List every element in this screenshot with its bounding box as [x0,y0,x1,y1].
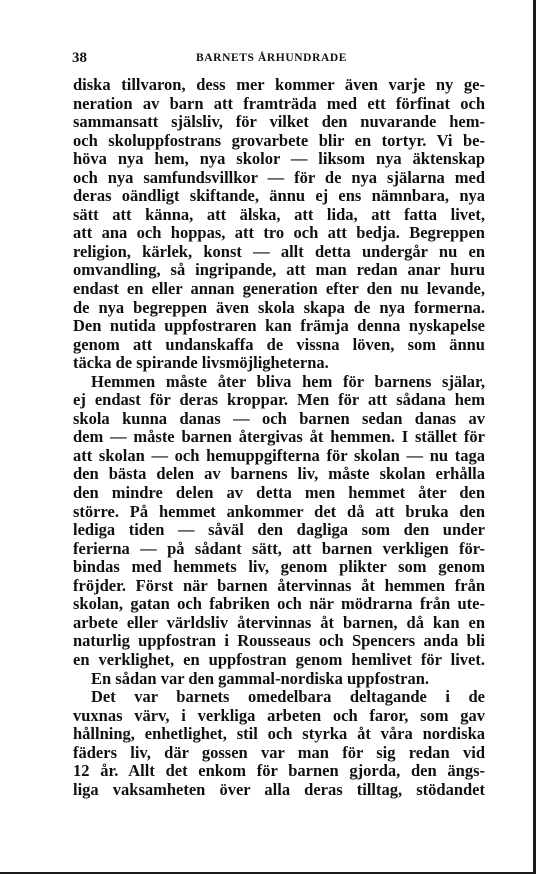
text-line: fäders liv, där gossen var man för sig redan vid [73,743,485,762]
text-line: endast en eller annan generation efter den nu levande, [73,280,485,299]
running-head: BARNETS ÅRHUNDRADE [196,52,348,64]
text-line: den bästa delen av barnens liv, måste skolan erhålla [73,465,485,484]
page-header [72,50,484,70]
text-line: de nya begreppen även skola skapa de nya formerna. [73,298,485,317]
text-line: diska tillvaron, dess mer kommer även varje ny ge- [73,76,485,94]
page-number: 38 [72,50,87,66]
text-line: ferierna — på sådant sätt, att barnen verkligen för- [73,539,485,558]
text-line: Det var barnets omedelbara deltagande i de [91,688,485,707]
text-line: hållning, enhetlighet, stil och styrka åt våra nordiska [73,725,485,744]
text-line: höva nya hem, nya skolor — liksom nya äktenskap [73,150,485,169]
text-line: genom att undanskaffa de vissna löven, som ännu [73,335,485,354]
text-line: bindas med hemmets liv, genom plikter som genom [73,558,485,577]
text-line: 12 år. Allt det enkom för barnen gjorda, den ängs- [73,762,485,781]
text-line: och skoluppfostrans grovarbete blir en tortyr. Vi be- [73,131,485,150]
body-text [73,76,485,799]
text-line: Hemmen måste åter bliva hem för barnens själar, [91,372,485,391]
text-line: arbete eller världsliv återvinnas åt barnen, då kan en [73,613,485,632]
text-line: fröjder. Först när barnen återvinnas åt hemmen från [73,576,485,595]
text-line: liga vaksamheten över alla deras tilltag, stödandet [73,780,485,799]
text-line: vuxnas värv, i verkliga arbeten och faror, som gav [73,706,485,725]
text-line: att skolan — och hemuppgifterna för skolan — nu taga [73,446,485,465]
text-line: religion, kärlek, konst — allt detta undergår nu en [73,242,485,261]
text-line: sätt att känna, att älska, att lida, att fatta livet, [73,205,485,224]
text-line: och nya samfundsvillkor — för de nya själarna med [73,168,485,187]
text-line: sammansatt själsliv, för vilket den nuvarande hem- [73,113,485,132]
text-line: skola kunna danas — och barnen sedan danas av [73,409,485,428]
text-line: neration av barn att framträda med ett förfinat och [73,94,485,113]
text-line: dem — måste barnen återgivas åt hemmen. I stället för [73,428,485,447]
text-line: den mindre delen av detta men hemmet åter den [73,484,485,503]
text-line: En sådan var den gammal-nordiska uppfostran. [91,669,430,688]
text-line: omvandling, så ingripande, att man redan anar huru [73,261,485,280]
text-line: en verklighet, en uppfostran genom hemlivet för livet. [73,650,485,669]
text-line: att ana och hoppas, att tro och att bedja. Begreppen [73,224,485,243]
text-line: täcka de spirande livsmöjligheterna. [73,354,329,373]
text-line: skolan, gatan och fabriken och när mödrarna från ute- [73,595,485,614]
text-line: ej endast för deras kroppar. Men för att sådana hem [73,391,485,410]
text-line: naturlig uppfostran i Rousseaus och Spencers anda bli [73,632,485,651]
text-line: Den nutida uppfostraren kan främja denna nyskapelse [73,317,485,336]
text-line: lediga tiden — såväl den dagliga som den under [73,521,485,540]
text-line: deras oändligt skiftande, ännu ej ens nämnbara, nya [73,187,485,206]
text-line: större. På hemmet ankommer det då att bruka den [73,502,485,521]
